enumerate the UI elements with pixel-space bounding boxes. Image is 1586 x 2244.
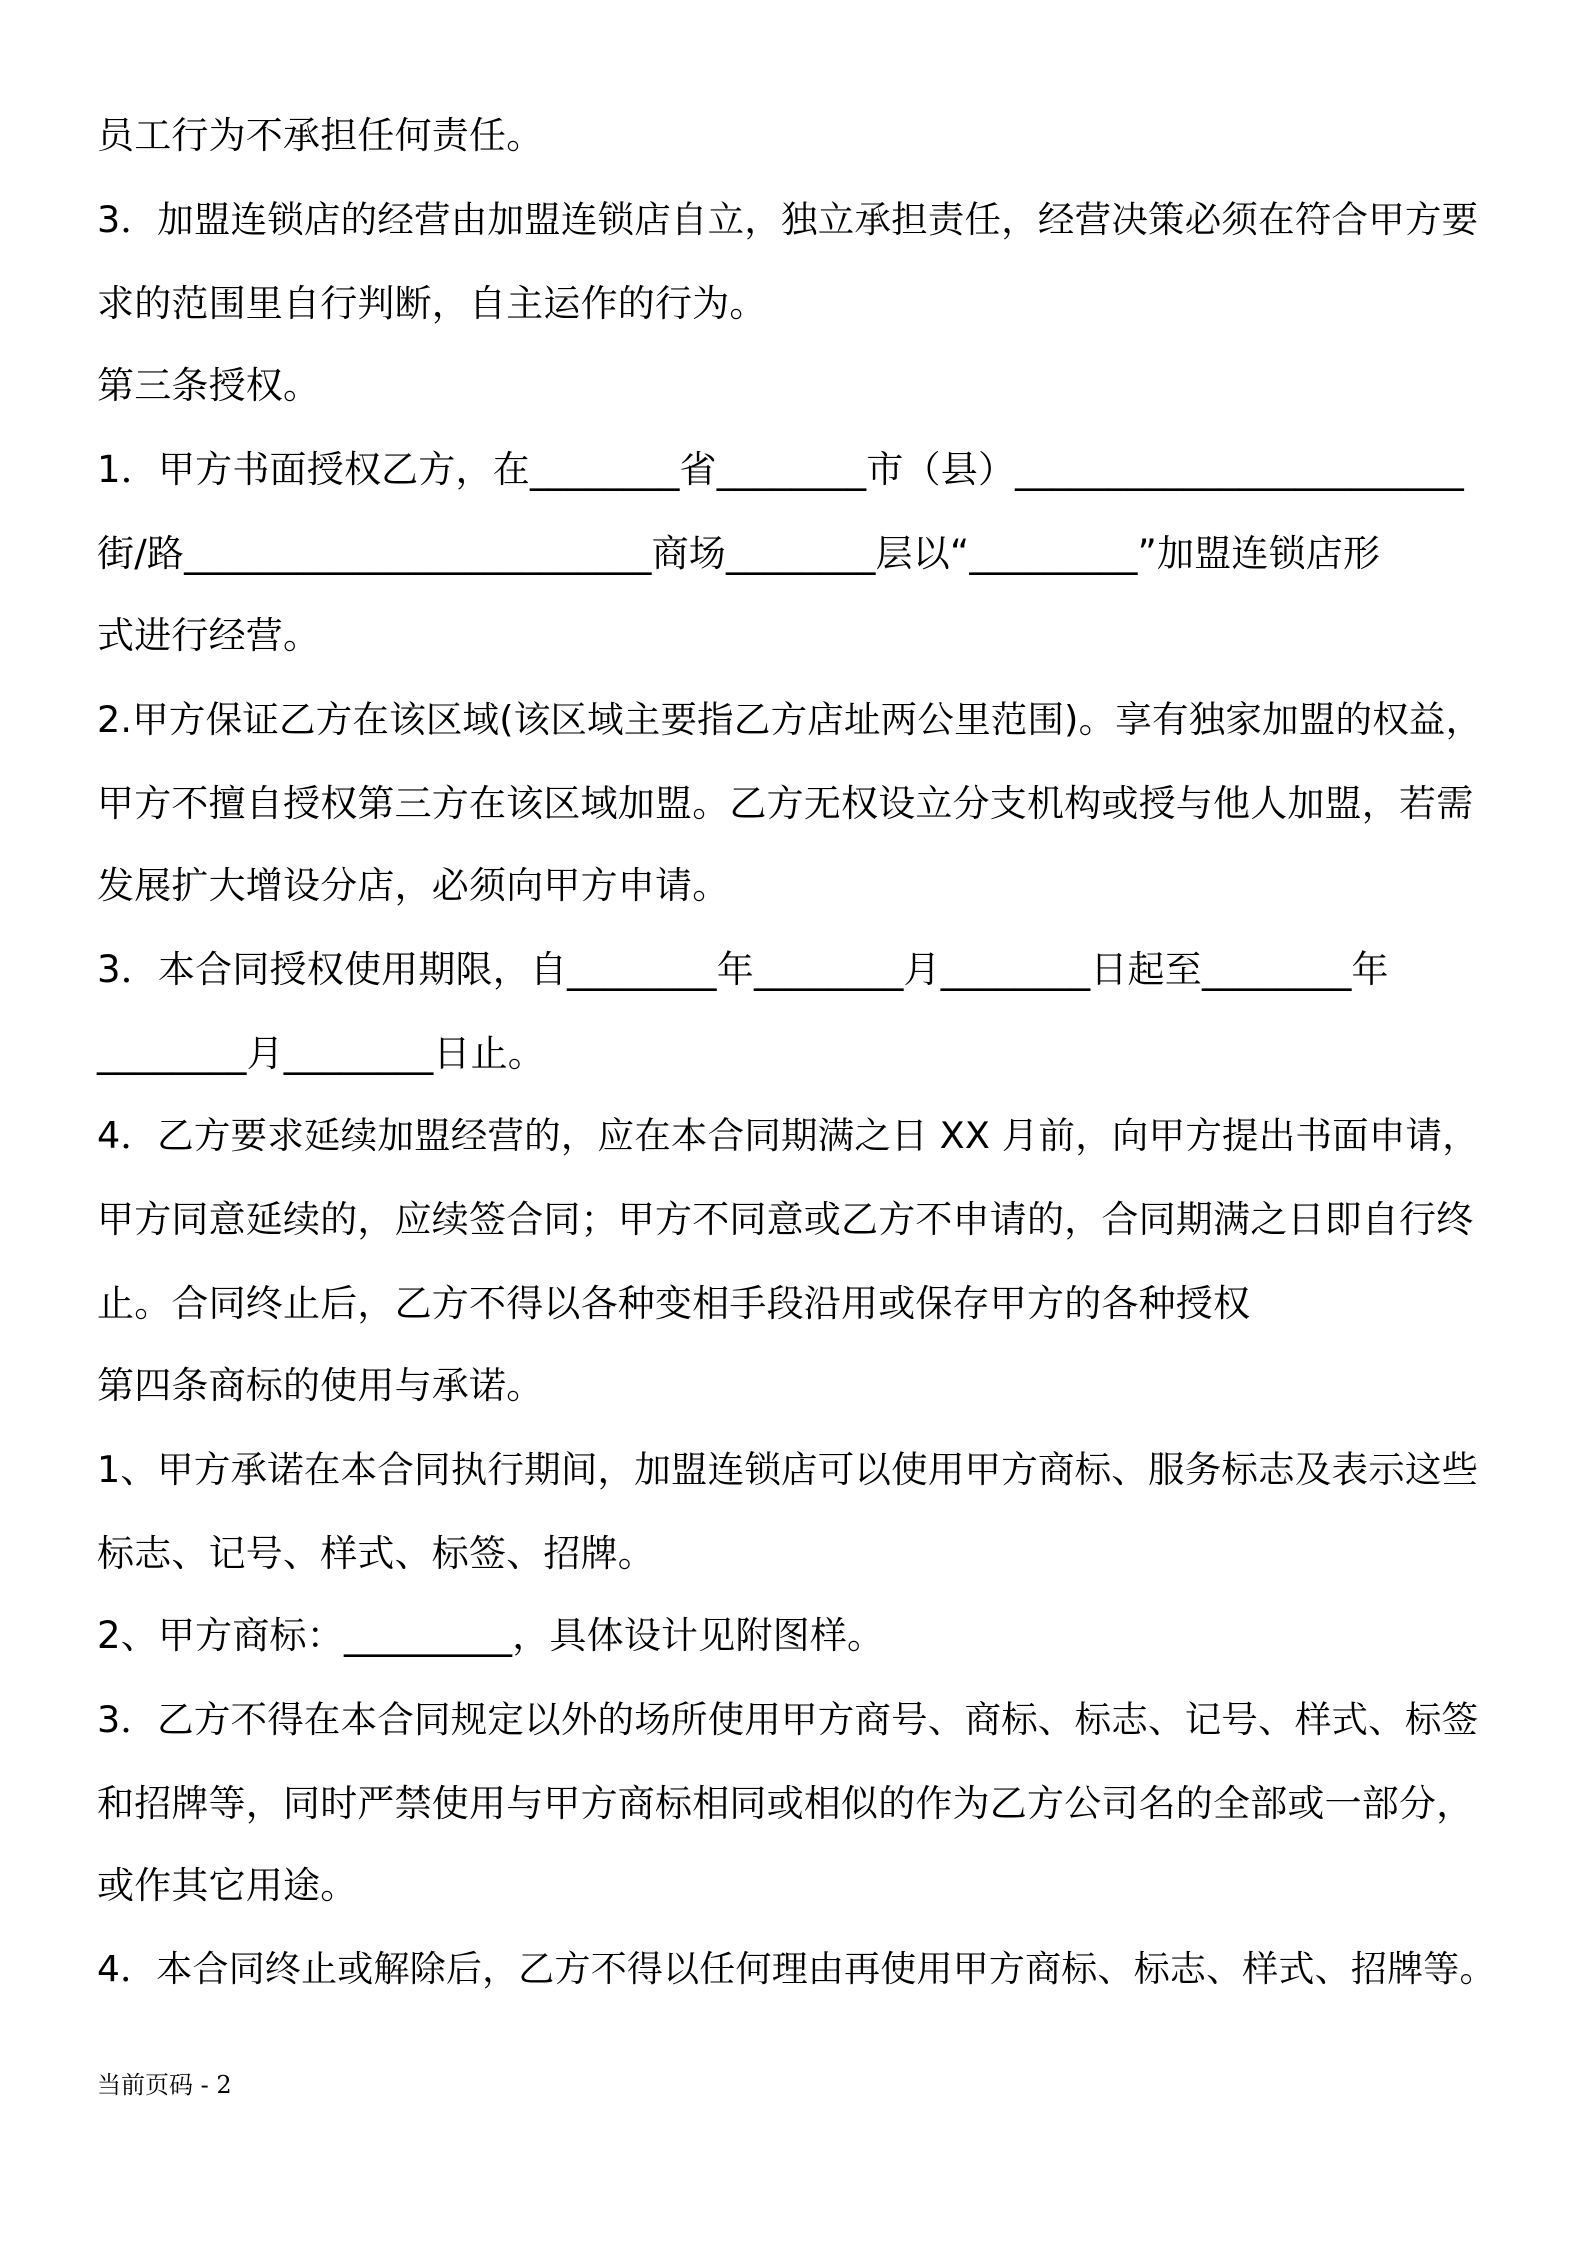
text-line: 4．本合同终止或解除后，乙方不得以任何理由再使用甲方商标、标志、样式、招牌等。 (97, 1949, 1496, 1990)
text-line: ________月________日止。 (97, 1032, 545, 1075)
text-line: 1．甲方书面授权乙方，在________省________市（县）________________________ (97, 448, 1464, 491)
section-heading: 第三条授权。 (97, 364, 321, 407)
text-line: 1、甲方承诺在本合同执行期间，加盟连锁店可以使用甲方商标、服务标志及表示这些 (97, 1448, 1479, 1491)
text-line: 甲方不擅自授权第三方在该区域加盟。乙方无权设立分支机构或授与他人加盟，若需 (97, 782, 1474, 825)
section-heading: 第四条商标的使用与承诺。 (97, 1364, 544, 1407)
text-line: 标志、记号、样式、标签、招牌。 (97, 1532, 655, 1575)
text-line: 3．乙方不得在本合同规定以外的场所使用甲方商号、商标、标志、记号、样式、标签 (97, 1698, 1479, 1741)
text-line: 4．乙方要求延续加盟经营的，应在本合同期满之日 XX 月前，向甲方提出书面申请， (97, 1114, 1479, 1157)
text-line: 发展扩大增设分店，必须向甲方申请。 (97, 864, 730, 907)
page-number-footer: 当前页码 - 2 (97, 2071, 232, 2099)
text-line: 3．本合同授权使用期限，自________年________月________日起至________年 (97, 948, 1389, 991)
text-line: 2、甲方商标：_________，具体设计见附图样。 (97, 1614, 885, 1657)
text-line: 止。合同终止后，乙方不得以各种变相手段沿用或保存甲方的各种授权 (97, 1282, 1251, 1325)
text-line: 式进行经营。 (97, 614, 321, 657)
text-line: 3．加盟连锁店的经营由加盟连锁店自立，独立承担责任，经营决策必须在符合甲方要 (97, 198, 1479, 241)
text-line: 求的范围里自行判断，自主运作的行为。 (97, 282, 767, 325)
text-line: 街/路_________________________商场________层以“_________”加盟连锁店形 (97, 532, 1381, 575)
text-line: 员工行为不承担任何责任。 (97, 114, 544, 157)
text-line: 或作其它用途。 (97, 1864, 358, 1907)
text-line: 甲方同意延续的，应续签合同；甲方不同意或乙方不申请的，合同期满之日即自行终 (97, 1198, 1474, 1241)
text-line: 和招牌等，同时严禁使用与甲方商标相同或相似的作为乙方公司名的全部或一部分， (97, 1782, 1474, 1825)
text-line: 2.甲方保证乙方在该区域(该区域主要指乙方店址两公里范围)。享有独家加盟的权益， (97, 698, 1483, 741)
